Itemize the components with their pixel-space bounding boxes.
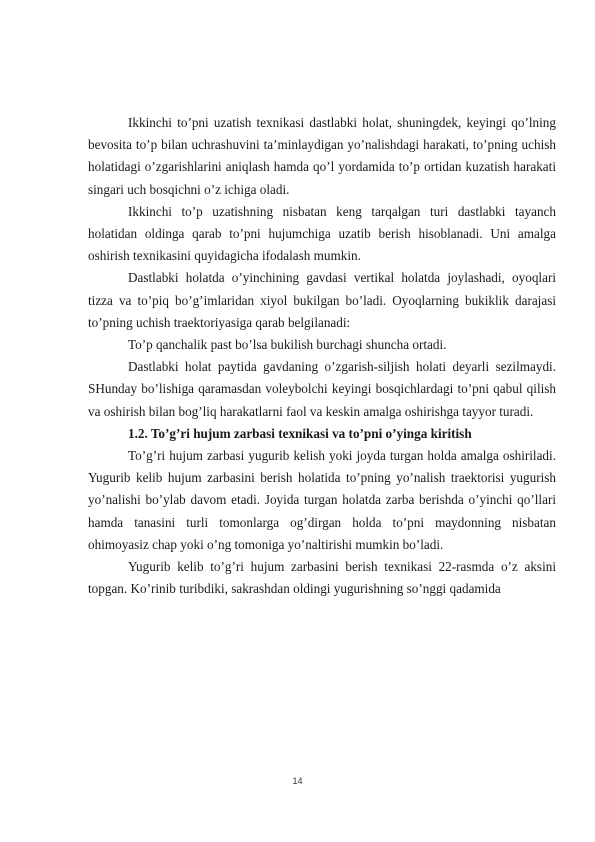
paragraph-4: To’p qanchalik past bo’lsa bukilish burchagi shuncha ortadi. bbox=[128, 337, 447, 353]
paragraph-1: Ikkinchi to’pni uzatish texnikasi dastlabki holat, shuningdek, keyingi qo’lning bevosita to’p bilan uchrashuvini ta’minlaydigan yo’nalishdagi harakati, to’pning uchish holatidagi o’zgarishlarini aniqlash hamda qo’l yordamida to’p ortidan kuzatish harakati singari uch bosqichni o’z ichiga oladi. bbox=[88, 115, 556, 197]
page-number: 14 bbox=[292, 776, 303, 786]
paragraph-2: Ikkinchi to’p uzatishning nisbatan keng tarqalgan turi dastlabki tayanch holatidan oldinga qarab to’pni hujumchiga uzatib berish hisoblanadi. Uni amalga oshirish texnikasini quyidagicha ifodalash mumkin. bbox=[88, 203, 556, 264]
paragraph-5: Dastlabki holat paytida gavdaning o’zgarish-siljish holati deyarli sezilmaydi. SHunday bo’lishiga qaramasdan voleybolchi keyingi bosqichlardagi to’pni qabul qilish va oshirish bilan bog’liq harakatlarni faol va keskin amalga oshirishga tayyor turadi. bbox=[88, 359, 556, 419]
paragraph-6: To’g’ri hujum zarbasi yugurib kelish yoki joyda turgan holda amalga oshiriladi. Yugurib kelib hujum zarbasini berish holatida to’pning yo’nalish traektorisi yugurish yo’nalishi bo’ylab davom etadi. Joyida turgan holatda zarba berishda o’yinchi qo’llari hamda tanasini turli tomonlarga og’dirgan holda to’pni maydonning nisbatan ohimoyasiz chap yoki o’ng tomoniga yo’naltirishi mumkin bo’ladi. bbox=[88, 448, 556, 552]
section-heading: 1.2. To’g’ri hujum zarbasi texnikasi va to’pni o’yinga kiritish bbox=[128, 425, 472, 441]
paragraph-7: Yugurib kelib to’g’ri hujum zarbasini berish texnikasi 22-rasmda o’z aksini topgan. Ko’rinib turibdiki, sakrashdan oldingi yugurishning so’nggi qadamida bbox=[88, 559, 556, 597]
paragraph-3: Dastlabki holatda o’yinchining gavdasi vertikal holatda joylashadi, oyoqlari tizza va to’piq bo’g’imlaridan xiyol bukilgan bo’ladi. Oyoqlarning bukiklik darajasi to’pning uchish traektoriyasiga qarab belgilanadi: bbox=[88, 270, 556, 330]
document-body bbox=[88, 112, 556, 600]
